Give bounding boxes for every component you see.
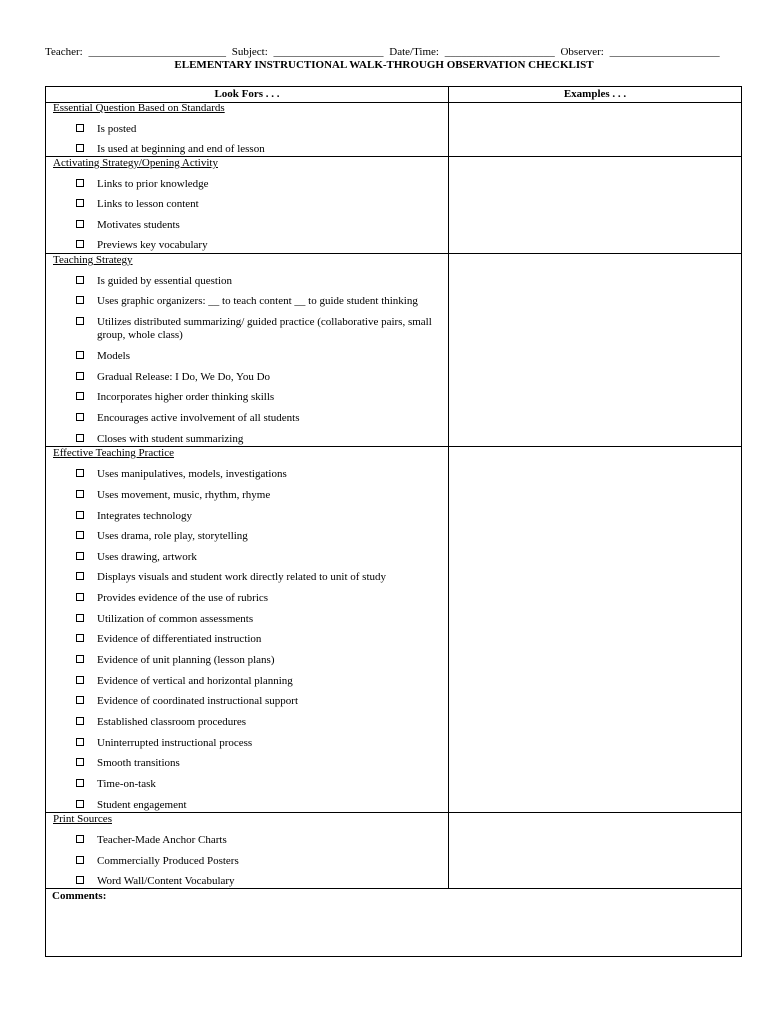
section-divider: [46, 812, 741, 813]
checklist-item-label: Gradual Release: I Do, We Do, You Do: [97, 371, 271, 383]
section-title: Activating Strategy/Opening Activity: [53, 157, 218, 169]
section-title: Print Sources: [53, 813, 112, 825]
checkbox[interactable]: [76, 634, 84, 642]
checkbox[interactable]: [76, 144, 84, 152]
checklist-item-label: Word Wall/Content Vocabulary: [97, 875, 235, 887]
col-header-examples: Examples . . .: [563, 88, 627, 100]
subject-blank[interactable]: ____________________: [273, 46, 384, 58]
checklist-item-label: Evidence of unit planning (lesson plans): [97, 654, 275, 666]
column-divider: [448, 87, 449, 889]
checklist-item-label: Uses movement, music, rhythm, rhyme: [97, 489, 271, 501]
section-divider: [46, 888, 741, 889]
checklist-item-label: Established classroom procedures: [97, 716, 247, 728]
col-header-look-fors: Look Fors . . .: [214, 88, 280, 100]
section-title: Essential Question Based on Standards: [53, 102, 225, 114]
checklist-item-label: Evidence of vertical and horizontal planning: [97, 675, 293, 687]
checkbox[interactable]: [76, 351, 84, 359]
checklist-item-label: Evidence of differentiated instruction: [97, 633, 262, 645]
checkbox[interactable]: [76, 572, 84, 580]
datetime-blank[interactable]: ____________________: [444, 46, 555, 58]
section-divider: [46, 253, 741, 254]
checklist-item-label: Evidence of coordinated instructional support: [97, 695, 298, 707]
teacher-label: Teacher:: [45, 46, 83, 58]
observer-blank[interactable]: ____________________: [609, 46, 720, 58]
teacher-blank[interactable]: _________________________: [88, 46, 226, 58]
checkbox[interactable]: [76, 717, 84, 725]
checkbox[interactable]: [76, 856, 84, 864]
checklist-item-label: Teacher-Made Anchor Charts: [97, 834, 227, 846]
checkbox[interactable]: [76, 240, 84, 248]
checklist-item-label: Uses manipulatives, models, investigations: [97, 468, 287, 480]
checkbox[interactable]: [76, 434, 84, 442]
header-fields: [45, 46, 745, 58]
checklist-item-label: Uses graphic organizers: __ to teach content __ to guide student thinking: [97, 295, 418, 307]
checkbox[interactable]: [76, 179, 84, 187]
checklist-item-label: Encourages active involvement of all students: [97, 412, 300, 424]
checklist-item-label: Utilizes distributed summarizing/ guided practice (collaborative pairs, small group, whole class): [97, 316, 432, 341]
checkbox[interactable]: [76, 779, 84, 787]
checkbox[interactable]: [76, 413, 84, 421]
checklist-item-label: Is used at beginning and end of lesson: [97, 143, 265, 155]
checklist-item-label: Links to lesson content: [97, 198, 199, 210]
subject-label: Subject:: [231, 46, 268, 58]
checklist-item-label: Links to prior knowledge: [97, 178, 209, 190]
checkbox[interactable]: [76, 676, 84, 684]
checklist-item-label: Smooth transitions: [97, 757, 180, 769]
section-title: Effective Teaching Practice: [53, 447, 174, 459]
checkbox[interactable]: [76, 800, 84, 808]
checkbox[interactable]: [76, 469, 84, 477]
checkbox[interactable]: [76, 531, 84, 539]
checklist-item-label: Previews key vocabulary: [97, 239, 208, 251]
checklist-item-label: Commercially Produced Posters: [97, 855, 239, 867]
checklist-item-label: Provides evidence of the use of rubrics: [97, 592, 269, 604]
checklist-item-label: Is posted: [97, 123, 137, 135]
checkbox[interactable]: [76, 490, 84, 498]
checklist-item-label: Is guided by essential question: [97, 275, 233, 287]
checklist-item-label: Utilization of common assessments: [97, 613, 254, 625]
checklist-item-label: Closes with student summarizing: [97, 433, 244, 445]
checklist-item-label: Displays visuals and student work directly related to unit of study: [97, 571, 387, 583]
checklist-item-label: Uses drawing, artwork: [97, 551, 197, 563]
checkbox[interactable]: [76, 835, 84, 843]
checkbox[interactable]: [76, 220, 84, 228]
checkbox[interactable]: [76, 876, 84, 884]
checklist-item-label: Uses drama, role play, storytelling: [97, 530, 248, 542]
checkbox[interactable]: [76, 124, 84, 132]
checkbox[interactable]: [76, 372, 84, 380]
checkbox[interactable]: [76, 758, 84, 766]
checkbox[interactable]: [76, 296, 84, 304]
checklist-item-label: Uninterrupted instructional process: [97, 737, 253, 749]
checklist-item-label: Student engagement: [97, 799, 187, 811]
checklist-item-label: Incorporates higher order thinking skills: [97, 391, 275, 403]
checkbox[interactable]: [76, 738, 84, 746]
checkbox[interactable]: [76, 317, 84, 325]
section-title: Teaching Strategy: [53, 254, 133, 266]
comments-label: Comments:: [52, 890, 107, 902]
document-title: ELEMENTARY INSTRUCTIONAL WALK-THROUGH OBSERVATION CHECKLIST: [174, 59, 594, 71]
observer-label: Observer:: [560, 46, 604, 58]
checkbox[interactable]: [76, 276, 84, 284]
checkbox[interactable]: [76, 696, 84, 704]
datetime-label: Date/Time:: [389, 46, 439, 58]
checklist-item-label: Models: [97, 350, 130, 362]
checklist-item-label: Integrates technology: [97, 510, 192, 522]
checkbox[interactable]: [76, 392, 84, 400]
checkbox[interactable]: [76, 511, 84, 519]
checklist-item-label: Motivates students: [97, 219, 180, 231]
checkbox[interactable]: [76, 614, 84, 622]
checkbox[interactable]: [76, 593, 84, 601]
checklist-table: [45, 86, 742, 957]
checklist-item-label: Time-on-task: [97, 778, 156, 790]
checkbox[interactable]: [76, 552, 84, 560]
checkbox[interactable]: [76, 199, 84, 207]
checkbox[interactable]: [76, 655, 84, 663]
